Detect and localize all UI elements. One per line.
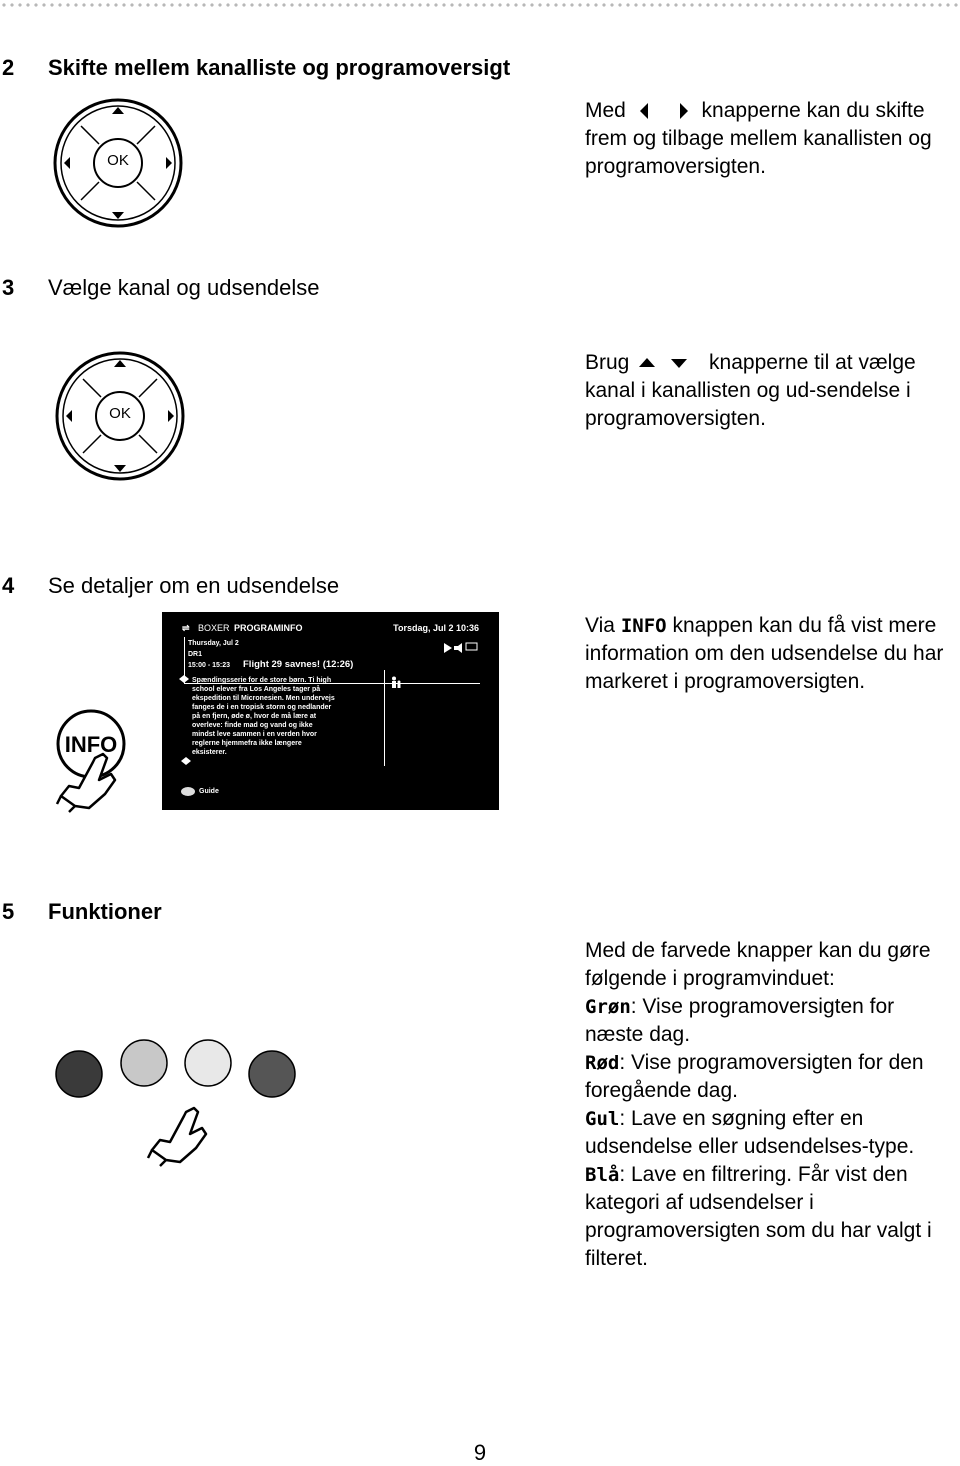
function-item-red: Rød: Vise programoversigten for den foregående dag. (585, 1051, 924, 1102)
section-5-text (585, 937, 955, 1273)
section-title: Skifte mellem kanalliste og programoversigt (48, 55, 511, 80)
section-4-text (585, 612, 955, 696)
section-number: 5 (2, 899, 15, 924)
info-button-illustration (55, 708, 145, 813)
info-button-label: INFO (64, 732, 118, 757)
left-right-arrows-icon (632, 100, 696, 122)
function-item-blue: Blå: Lave en filtrering. Får vist den kategori af udsendelser i programoversigten som du har valgt i filteret. (585, 1163, 932, 1270)
screen-section-label: PROGRAMINFO (234, 623, 303, 633)
section-title: Vælge kanal og udsendelse (48, 275, 320, 300)
category-icon (179, 675, 189, 683)
text-after-keyword: knappen kan du få vist mere information om den udsendelse du har markeret i programoversigten. (585, 614, 944, 693)
program-title: Flight 29 savnes! (12:26) (243, 659, 354, 670)
function-item-green: Grøn: Vise programoversigten for næste dag. (585, 995, 895, 1046)
section-title: Se detaljer om en udsendelse (48, 573, 340, 598)
text-before-icons: Med (585, 99, 626, 122)
text-after-icons: knapperne til at vælge kanal i kanallisten og ud-sendelse i programoversigten. (585, 351, 916, 430)
section-3-text (585, 349, 955, 433)
yellow-button-icon (185, 1040, 231, 1086)
text-after-icons: knapperne kan du skifte frem og tilbage mellem kanallisten og programoversigten. (585, 99, 932, 178)
green-button-icon (56, 1051, 102, 1097)
tv-screen-programinfo (162, 612, 499, 810)
program-channel: DR1 (188, 651, 203, 658)
function-item-yellow: Gul: Lave en søgning efter en udsendelse eller udsendelses-type. (585, 1107, 915, 1158)
info-keyword: INFO (620, 615, 667, 637)
screen-datetime: Torsdag, Jul 2 10:36 (393, 623, 479, 633)
dotted-top-border (0, 2, 960, 8)
scroll-icon (181, 757, 191, 765)
section-number: 3 (2, 275, 15, 300)
text-before-icons: Brug (585, 351, 630, 374)
program-description: Spændingsserie for de store børn. Ti high school elever fra Los Angeles tager på ekspedition til Micronesien. Men undervejs fanges de i en tropisk storm og nedlander på en fjern, øde ø, hvor de må lære at overleve: finde mad og vand og ikke mindst leve sammen i en verden hvor reglerne hjemmefra ikke længere eksisterer. (192, 677, 335, 756)
blue-button-icon (249, 1051, 295, 1097)
program-time: 15:00 - 15:23 (188, 662, 231, 669)
page-number: 9 (473, 1440, 487, 1465)
section-title: Funktioner (48, 899, 162, 924)
up-down-arrows-icon (635, 352, 703, 374)
ok-label: OK (107, 152, 129, 169)
boxer-logo-icon: ⇌ (182, 623, 190, 633)
screen-header (182, 623, 479, 637)
brand-label: BOXER (198, 623, 230, 633)
section-number: 4 (2, 573, 15, 598)
pointing-hand-icon (148, 1108, 206, 1166)
divider-line (384, 670, 385, 766)
text-before-keyword: Via (585, 614, 615, 637)
section-number: 2 (2, 55, 15, 80)
color-buttons-illustration (50, 1034, 310, 1184)
family-icon (390, 676, 402, 688)
ok-label: OK (109, 405, 131, 422)
guide-label: Guide (199, 788, 219, 795)
section-2-text (585, 97, 955, 181)
play-speaker-icon (444, 642, 478, 654)
functions-intro: Med de farvede knapper kan du gøre følgende i programvinduet: (585, 939, 931, 990)
guide-button-icon (181, 787, 195, 796)
program-day: Thursday, Jul 2 (188, 640, 239, 647)
red-button-icon (121, 1040, 167, 1086)
